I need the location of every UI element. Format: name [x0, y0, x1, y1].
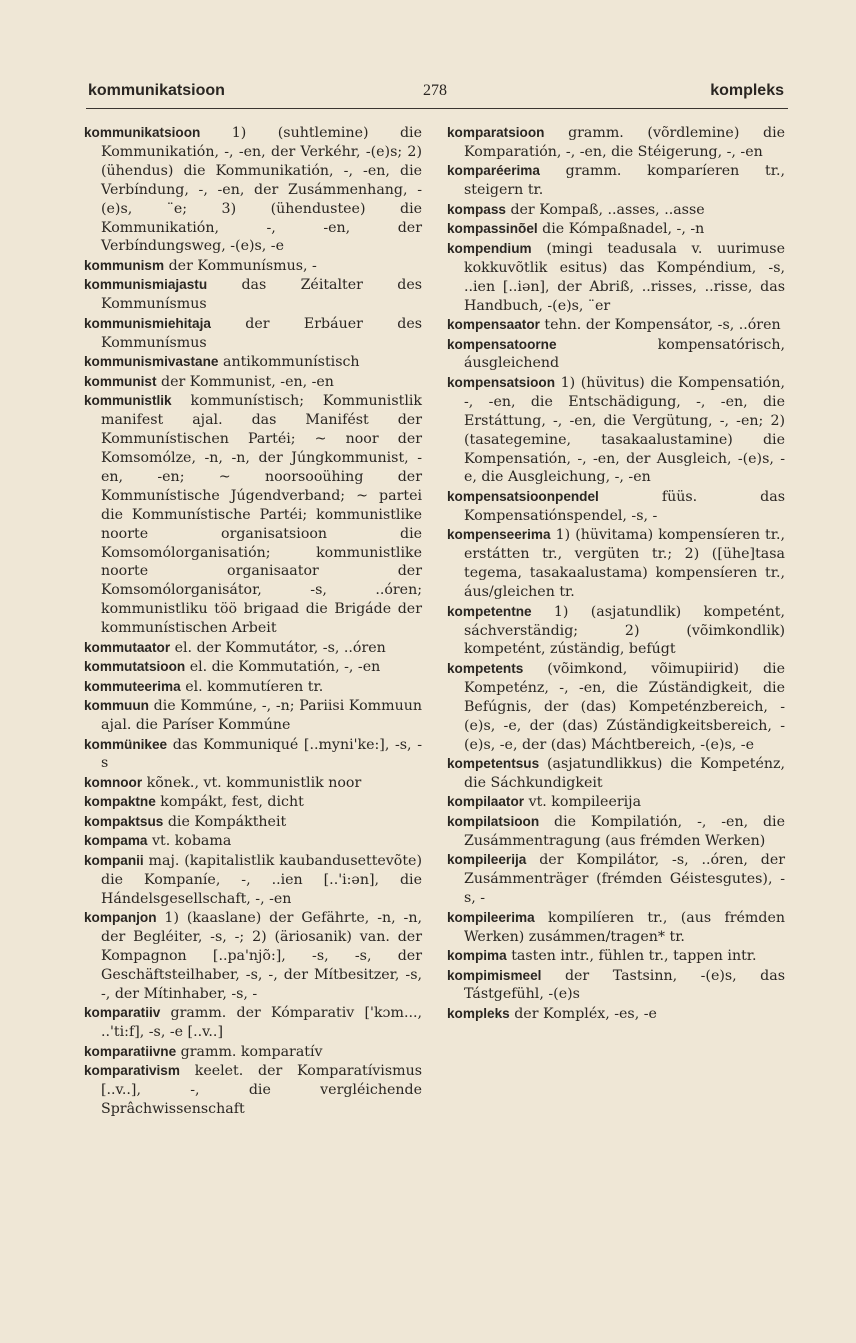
entry-definition: der Kompilátor, -s, ..óren, der Zusámmenträger (frémden Géistesgutes), -s, - [464, 852, 785, 907]
entry-headword: kompensatsioonpendel [447, 488, 599, 504]
entry-definition: der Kommunist, -en, -en [156, 373, 334, 390]
entry-headword: kommunism [84, 257, 165, 273]
dictionary-entry [84, 678, 422, 697]
dictionary-entry [84, 373, 422, 392]
entry-definition: die Kompilatión, -, -en, die Zusámmentragung (aus frémden Werken) [464, 813, 785, 849]
dictionary-entry [447, 793, 785, 812]
dictionary-entry [84, 276, 422, 314]
dictionary-entry [84, 1062, 422, 1119]
dictionary-entry [447, 124, 785, 162]
entry-headword: kommunikatsioon [84, 125, 201, 140]
entry-definition: kõnek., vt. kommunistlik noor [142, 774, 362, 791]
header-rule [86, 108, 788, 109]
dictionary-entry [447, 909, 785, 947]
entry-definition: gramm. der Kómparativ ['kɔm..., ..'ti:f], -s, -e [..v..] [101, 1005, 422, 1041]
page-header [88, 82, 784, 106]
entry-headword: kompima [447, 948, 507, 964]
dictionary-entry [447, 316, 785, 335]
entry-definition: kommunístisch; Kommunistlik manifest ajal. das Manifést der Kommunístischen Partéi; ~ noor der Komsomólze, -n, -n, der Júngkommunist, -en, -en; ~ noorsooühing der Kommunístische Júgendverband; ~ partei die Kommunístische Partéi; kommunistlike noorte organisatsioon die Komsomólorganisatión; kommunistlike noorte organisaator der Komsomólorganisátor, -s, ..óren; kommunistliku töö brigaad die Brigáde der kommunístischen Arbeit [101, 393, 422, 637]
entry-headword: kommutaator [84, 639, 171, 655]
dictionary-entry [84, 813, 422, 832]
entry-definition: (võimkond, võimupiirid) die Kompeténz, -, -en, die Zúständigkeit, die Befúgnis, der (das) Kompeténzbereich, -(e)s, -e, der (das) Zúständigkeitsbereich, -(e)s, -e, der (das) Máchtbereich, -(e)s, -e [464, 660, 785, 753]
entry-headword: kompanjon [84, 910, 157, 926]
dictionary-entry [447, 603, 785, 660]
dictionary-entry [447, 336, 785, 374]
entry-definition: gramm. (võrdlemine) die Komparatión, -, -en, die Stéigerung, -, -en [464, 125, 785, 160]
entry-definition: 1) (kaaslane) der Gefährte, -n, -n, der Begléiter, -s, -; 2) (äriosanik) van. der Kompagnon [..pa'njõ:], -s, -s, der Geschäftsteilhaber, -s, -, der Mítbesitzer, -s, -, der Mítinhaber, -s, - [101, 910, 422, 1002]
entry-headword: kompileerija [447, 852, 527, 868]
dictionary-entry [447, 201, 785, 220]
entry-headword: kompendium [447, 240, 532, 256]
entry-definition: kompilíeren tr., (aus frémden Werken) zusámmen/tragen* tr. [464, 909, 785, 945]
entry-headword: kompensatsioon [447, 374, 556, 390]
entry-headword: kommunismiajastu [84, 277, 208, 293]
entry-headword: kompass [447, 201, 506, 217]
entry-definition: tehn. der Kompensátor, -s, ..óren [539, 317, 781, 334]
entry-headword: kompaktsus [84, 813, 164, 829]
entry-headword: kompetentne [447, 603, 532, 619]
right-running-headword: kompleks [710, 82, 784, 99]
dictionary-entry [84, 1004, 422, 1042]
entry-headword: kompama [84, 833, 148, 849]
entry-headword: kompensaator [447, 317, 540, 333]
entry-headword: kompilaator [447, 794, 525, 810]
dictionary-entry [84, 736, 422, 774]
entry-definition: kompensatórisch, áusgleichend [464, 336, 785, 372]
dictionary-entry [84, 832, 422, 851]
entry-headword: kommuun [84, 698, 149, 714]
dictionary-entry [84, 1043, 422, 1062]
dictionary-entry [447, 240, 785, 316]
left-column [84, 124, 422, 1120]
dictionary-entry [447, 947, 785, 966]
entry-definition: antikommunístisch [218, 354, 360, 371]
entry-headword: komparatiivne [84, 1043, 177, 1059]
entry-definition: der Kompléx, -es, -e [509, 1005, 657, 1022]
entry-definition: 1) (hüvitus) die Kompensatión, -, -en, die Entschädigung, -, -en, die Erstáttung, -, -en, die Vergütung, -, -en; 2) (tasategemine, tasakaalustamine) die Kompensatión, -, -en, der Ausgleich, -(e)s, -e, die Ausgleichung, -, -en [464, 374, 785, 486]
dictionary-entry [447, 526, 785, 602]
entry-headword: kommutatsioon [84, 659, 186, 675]
entry-definition: die Kompáktheit [163, 813, 287, 830]
entry-definition: der Tastsinn, -(e)s, das Tástgefühl, -(e)s [464, 967, 785, 1003]
entry-headword: kommunistlik [84, 393, 172, 409]
entry-headword: kommuteerima [84, 678, 181, 694]
entry-headword: kompassinõel [447, 221, 538, 237]
dictionary-entry [84, 639, 422, 658]
dictionary-entry [84, 697, 422, 735]
dictionary-entry [447, 488, 785, 526]
dictionary-entry [447, 162, 785, 200]
entry-definition: das Kommuniqué [..myni'ke:], -s, -s [101, 736, 422, 772]
dictionary-entry [84, 315, 422, 353]
entry-headword: komparatsioon [447, 125, 545, 140]
entry-headword: komparativism [84, 1063, 180, 1079]
entry-definition: der Kompaß, ..asses, ..asse [505, 201, 705, 218]
entry-headword: kompimismeel [447, 967, 542, 983]
entry-definition: tasten intr., fühlen tr., tappen intr. [506, 948, 757, 965]
entry-definition: füüs. das Kompensatiónspendel, -s, - [464, 488, 785, 524]
entry-definition: die Kommúne, -, -n; Pariisi Kommuun ajal. die Paríser Kommúne [101, 698, 422, 734]
entry-definition: el. die Kommutatión, -, -en [185, 659, 381, 676]
dictionary-entry [84, 124, 422, 256]
entry-headword: kommunismiehitaja [84, 315, 211, 331]
entry-headword: kompaktne [84, 794, 156, 810]
left-running-headword: kommunikatsioon [88, 82, 225, 99]
entry-headword: kompetents [447, 660, 524, 676]
entry-definition: vt. kompileerija [524, 794, 642, 811]
entry-definition: el. kommutíeren tr. [180, 678, 324, 695]
entry-headword: kompensatoorne [447, 336, 557, 352]
entry-definition: der Erbáuer des Kommunísmus [101, 315, 422, 351]
dictionary-entry [447, 374, 785, 487]
entry-headword: kommunismivastane [84, 354, 219, 370]
page-number: 278 [423, 82, 447, 99]
dictionary-entry [447, 755, 785, 793]
entry-definition: (mingi teadusala v. uurimuse kokkuvõtlik esitus) das Kompéndium, -s, ..ien [..iən], der Abriß, ..risses, ..risse, das Handbuch, -(e)s, ¨er [464, 240, 785, 314]
dictionary-entry [84, 909, 422, 1004]
entry-definition: gramm. komparatív [176, 1043, 323, 1060]
dictionary-entry [84, 257, 422, 276]
entry-headword: kompilatsioon [447, 813, 540, 829]
dictionary-entry [84, 392, 422, 638]
dictionary-entry [84, 658, 422, 677]
dictionary-entry [84, 793, 422, 812]
entry-headword: kommünikee [84, 736, 168, 752]
entry-definition: keelet. der Komparatívismus [..v..], -, die vergléichende Sprâchwissenschaft [101, 1063, 422, 1118]
dictionary-entry [447, 1005, 785, 1024]
entry-definition: 1) (asjatundlik) kompetént, sáchverständig; 2) (võimkondlik) kompetént, zúständig, befúgt [464, 603, 785, 658]
entry-headword: komparatiiv [84, 1005, 161, 1021]
dictionary-entry [447, 813, 785, 851]
entry-headword: komparéerima [447, 163, 540, 179]
dictionary-entry [84, 774, 422, 793]
entry-headword: kompanii [84, 852, 144, 868]
right-column [447, 124, 785, 1024]
entry-headword: kompileerima [447, 909, 535, 925]
dictionary-entry [447, 851, 785, 908]
dictionary-entry [447, 660, 785, 755]
entry-definition: kompákt, fest, dicht [155, 794, 304, 811]
entry-headword: kommunist [84, 373, 157, 389]
entry-definition: das Zéitalter des Kommunísmus [101, 277, 422, 313]
entry-headword: kompenseerima [447, 527, 551, 543]
entry-headword: kompetentsus [447, 756, 540, 772]
entry-definition: 1) (suhtlemine) die Kommunikatión, -, -en, der Verkéhr, -(e)s; 2) (ühendus) die Kommunikatión, -, -en, die Verbíndung, -, -en, der Zusámmenhang, -(e)s, ¨e; 3) (ühendustee) die Kommunikatión, -, -en, der Verbíndungsweg, -(e)s, -e [101, 125, 422, 255]
entry-definition: vt. kobama [147, 833, 232, 850]
dictionary-entry [84, 353, 422, 372]
entry-definition: der Kommunísmus, - [164, 257, 317, 274]
entry-definition: gramm. komparíeren tr., steigern tr. [464, 163, 785, 199]
dictionary-entry [447, 967, 785, 1005]
dictionary-entry [447, 220, 785, 239]
entry-headword: kompleks [447, 1005, 510, 1021]
dictionary-entry [84, 852, 422, 909]
entry-definition: el. der Kommutátor, -s, ..óren [170, 639, 386, 656]
entry-headword: komnoor [84, 774, 143, 790]
entry-definition: die Kómpaßnadel, -, -n [537, 221, 705, 238]
entry-definition: 1) (hüvitama) kompensíeren tr., erstátten tr., vergüten tr.; 2) ([ühe]tasa tegema, tasakaalustama) kompensíeren tr., áus/gleichen tr. [464, 527, 785, 601]
entry-definition: maj. (kapitalistlik kaubandusettevõte) die Kompaníe, -, ..ien [..'i:ən], die Hándelsgesellschaft, -, -en [101, 852, 422, 907]
entry-definition: (asjatundlikkus) die Kompeténz, die Sáchkundigkeit [464, 756, 785, 791]
